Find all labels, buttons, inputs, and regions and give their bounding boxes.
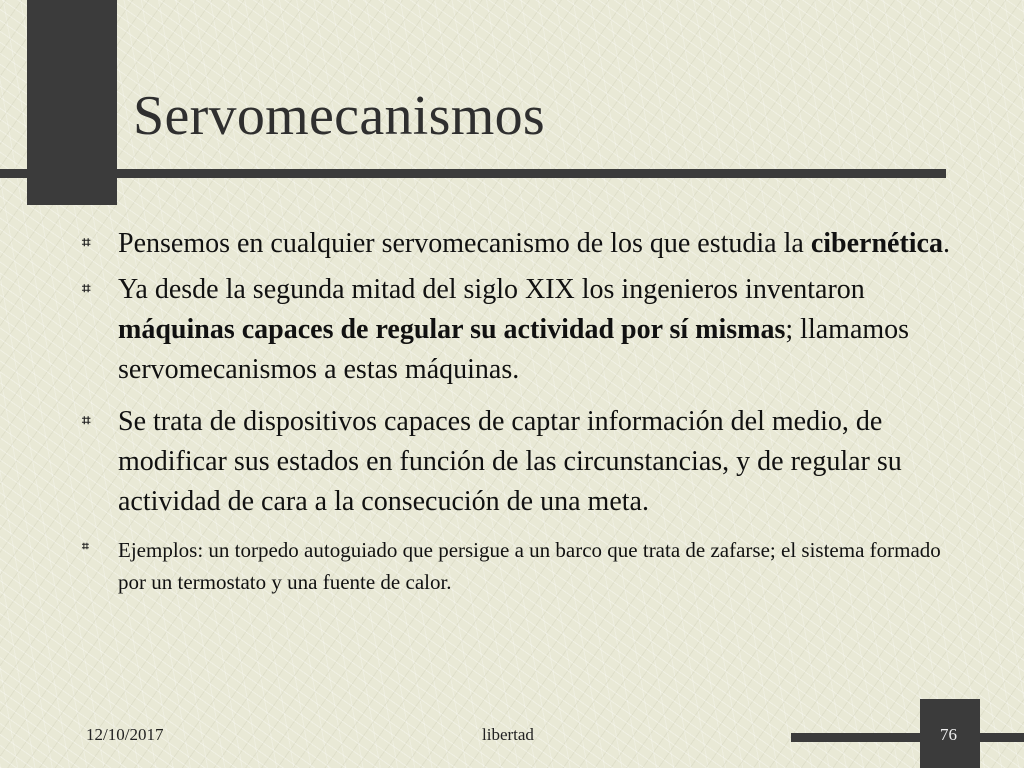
- slide-title: Servomecanismos: [133, 85, 545, 147]
- bullet-text-part: ; llamamos servomecanismos a estas máquinas.: [118, 314, 910, 385]
- hash-bullet-icon: ⌗: [82, 539, 89, 553]
- footer-date: 12/10/2017: [86, 725, 164, 744]
- slide-number: 76: [940, 725, 957, 744]
- bullet-text-part: Pensemos en cualquier servomecanismo de los que estudia la: [118, 228, 811, 259]
- bullet-item: [82, 270, 962, 390]
- hash-bullet-icon: ⌗: [82, 279, 91, 297]
- footer-label: libertad: [482, 725, 534, 744]
- footer-divider: [791, 733, 1024, 742]
- title-divider: [0, 169, 946, 178]
- hash-bullet-icon: ⌗: [82, 233, 91, 251]
- hash-bullet-icon: ⌗: [82, 411, 91, 429]
- bullet-text: [118, 274, 909, 385]
- bullet-text-part: .: [942, 228, 950, 259]
- bullet-item: [82, 534, 962, 598]
- bullet-text-part: Ejemplos: un torpedo autoguiado que persigue a un barco que trata de zafarse; el sistema formado por un termostato y una fuente de calor.: [118, 538, 941, 594]
- bullet-text-bold: cibernética: [810, 228, 943, 259]
- bullet-text-part: Ya desde la segunda mitad del siglo XIX los ingenieros inventaron: [118, 274, 865, 305]
- bullet-item: [82, 224, 962, 264]
- bullet-text-bold: máquinas capaces de regular su actividad por sí mismas: [118, 314, 786, 345]
- bullet-item: [82, 402, 962, 522]
- bullet-text: [118, 228, 950, 259]
- bullet-text: [118, 406, 902, 517]
- bullet-list: [82, 224, 962, 598]
- bullet-text: [118, 538, 941, 594]
- bullet-text-part: Se trata de dispositivos capaces de captar información del medio, de modificar sus estados en función de las circunstancias, y de regular su actividad de cara a la consecución de una meta.: [118, 406, 902, 517]
